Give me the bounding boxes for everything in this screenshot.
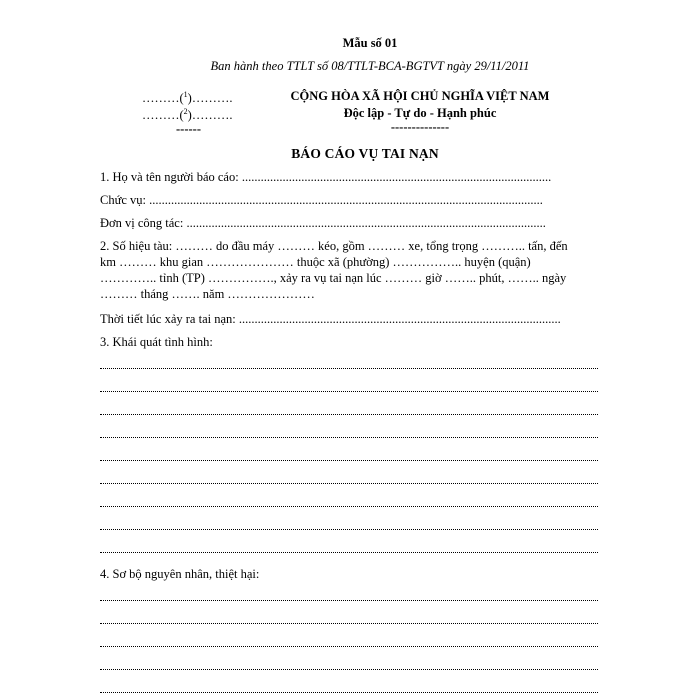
situation-blank-line <box>100 460 598 461</box>
situation-blank-line <box>100 483 598 484</box>
position-line: Chức vụ: .............................................................................................................................. <box>100 193 543 207</box>
cause-damage-heading: 4. Sơ bộ nguyên nhân, thiệt hại: <box>100 567 260 581</box>
situation-blank-line <box>100 368 598 369</box>
form-number: Mẫu số 01 <box>342 36 398 50</box>
train-info-line-3: ………….. tỉnh (TP) ……………., xảy ra vụ tai nạn lúc ……… giờ …….. phút, …….. ngày <box>100 271 567 285</box>
cause-blank-line <box>100 600 598 601</box>
situation-blank-line <box>100 529 598 530</box>
work-unit-line: Đơn vị công tác: ................................................................................................................... <box>100 216 546 230</box>
reporter-name-line: 1. Họ và tên người báo cáo: ................................................................................................... <box>100 170 552 184</box>
cause-blank-line <box>100 623 598 624</box>
org-underline: ------ <box>176 122 201 136</box>
situation-blank-line <box>100 552 598 553</box>
situation-blank-line <box>100 391 598 392</box>
org-line-2: ………($^2$)………. <box>142 106 233 122</box>
train-info-line-1: 2. Số hiệu tàu: ……… do đầu máy ……… kéo, gồm ……… xe, tổng trọng ……….. tấn, đến <box>100 239 568 253</box>
cause-blank-line <box>100 669 598 670</box>
issued-by-note: Ban hành theo TTLT số 08/TTLT-BCA-BGTVT ngày 29/11/2011 <box>210 59 530 73</box>
cause-blank-line <box>100 646 598 647</box>
weather-line: Thời tiết lúc xảy ra tai nạn: ....................................................................................................... <box>100 312 561 326</box>
situation-heading: 3. Khái quát tình hình: <box>100 335 213 349</box>
national-motto: Độc lập - Tự do - Hạnh phúc <box>343 106 497 120</box>
report-title: BÁO CÁO VỤ TAI NẠN <box>291 146 439 161</box>
train-info-line-2: km ……… khu gian ………………… thuộc xã (phường) …………….. huyện (quận) <box>100 255 531 269</box>
train-info-line-4: ……… tháng ……. năm ………………… <box>100 287 315 301</box>
motto-underline: -------------- <box>390 120 450 134</box>
situation-blank-line <box>100 506 598 507</box>
situation-blank-line <box>100 437 598 438</box>
cause-blank-line <box>100 692 598 693</box>
situation-blank-line <box>100 414 598 415</box>
org-line-1: ………($^1$)………. <box>142 89 233 105</box>
republic-name: CỘNG HÒA XÃ HỘI CHỦ NGHĨA VIỆT NAM <box>290 89 550 103</box>
